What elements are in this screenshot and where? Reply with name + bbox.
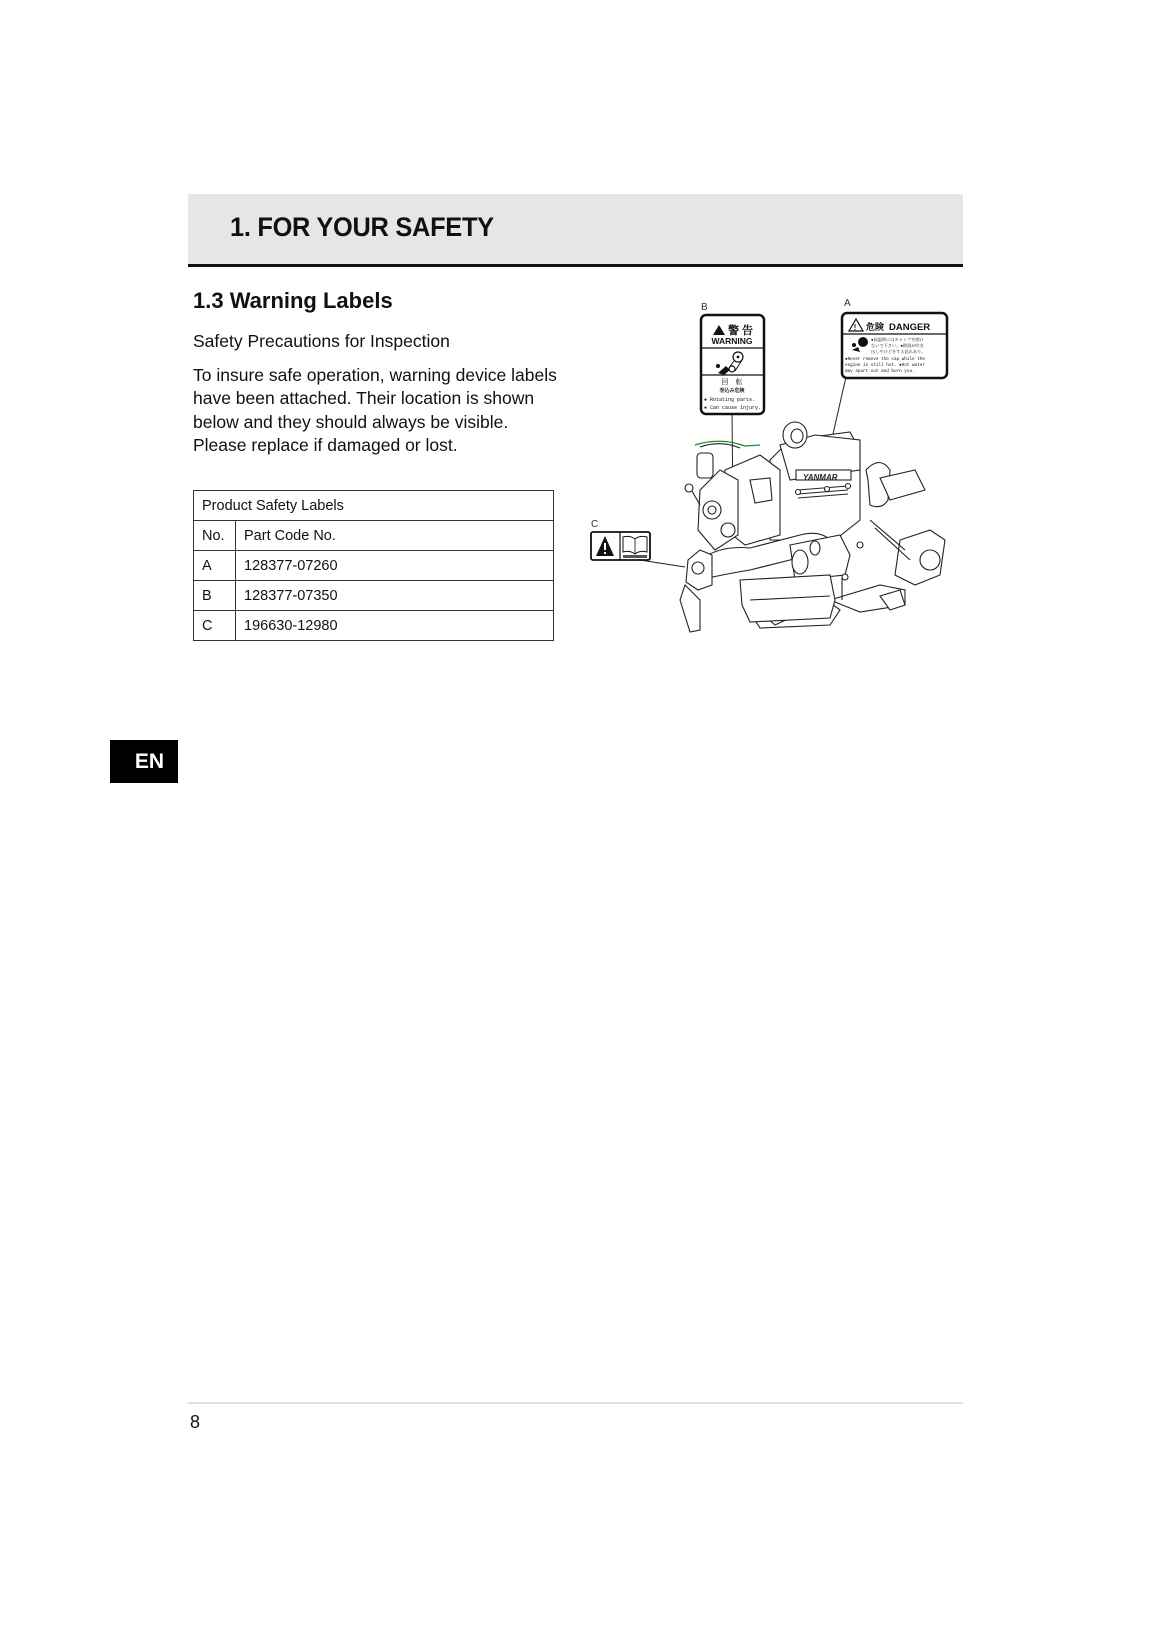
callout-a: A (844, 298, 851, 309)
label-a-title: DANGER (889, 322, 931, 333)
label-b-jp-sub-1: 回 転 (721, 379, 743, 386)
callout-c: C (591, 519, 599, 530)
row-no: C (194, 611, 236, 641)
engine-warning-label-figure (580, 290, 980, 650)
label-b-jp-title: 警 告 (728, 325, 754, 337)
page-number: 8 (190, 1412, 201, 1432)
header-part-code: Part Code No. (236, 521, 554, 551)
leader-line-c (640, 560, 685, 567)
svg-text:!: ! (853, 323, 857, 332)
safety-labels-table (193, 490, 554, 641)
row-part-code: 196630-12980 (236, 611, 554, 641)
warning-label-b (701, 315, 764, 414)
label-a-jp-2: ないで下さい。●熱湯が吹き (871, 343, 924, 348)
label-b-en-2: ● Can cause injury. (704, 405, 762, 411)
section-title: 1.3 Warning Labels (193, 288, 393, 313)
table-row (194, 611, 554, 641)
label-a-en-3: may spurt out and burn you. (845, 369, 915, 374)
label-b-en-1: ● Rotating parts. (704, 397, 756, 403)
label-a-jp-1: ●高温時にはキャップを開け (871, 337, 924, 342)
row-part-code: 128377-07350 (236, 581, 554, 611)
label-a-jp-title: 危険 (866, 322, 885, 332)
row-no: B (194, 581, 236, 611)
chapter-title: 1. FOR YOUR SAFETY (230, 212, 494, 242)
header-no: No. (194, 521, 236, 551)
language-tab: EN (110, 740, 178, 783)
label-a-en-2: engine is still hot. ●Hot water (845, 363, 925, 368)
chapter-header (188, 194, 963, 267)
label-a-en-1: ●Never remove the cap while the (845, 357, 925, 362)
table-caption-row (194, 491, 554, 521)
label-a-jp-3: 出しやけどをする恐れあり。 (871, 349, 926, 354)
manual-label-c (591, 532, 650, 560)
label-b-jp-sub-2: 巻込み危険 (719, 388, 745, 394)
table-header-row (194, 521, 554, 551)
row-part-code: 128377-07260 (236, 551, 554, 581)
row-no: A (194, 551, 236, 581)
section-subtitle: Safety Precautions for Inspection (193, 331, 450, 351)
section-paragraph: To insure safe operation, warning device labels have been attached. Their location is shown below and they should always be visible. Please replace if damaged or lost. (193, 365, 557, 455)
footer-divider (188, 1402, 963, 1404)
table-row (194, 551, 554, 581)
table-caption: Product Safety Labels (194, 491, 554, 521)
engine-illustration (680, 422, 945, 632)
label-b-title: WARNING (711, 336, 753, 346)
danger-label-a (842, 313, 947, 378)
table-row (194, 581, 554, 611)
callout-b: B (701, 302, 708, 313)
engine-brand-text: YANMAR (803, 473, 838, 482)
